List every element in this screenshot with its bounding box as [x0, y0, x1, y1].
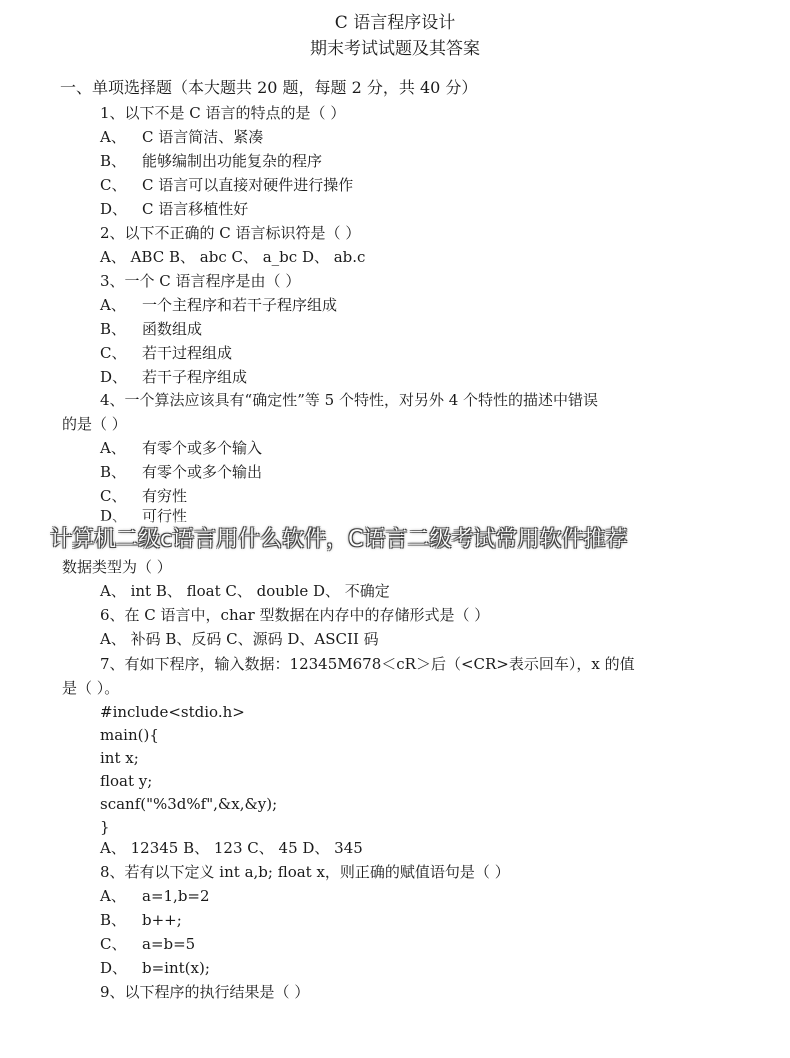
document-subtitle: 期末考试试题及其答案: [310, 39, 480, 59]
question-1-option-b: B、 能够编制出功能复杂的程序: [100, 152, 323, 170]
question-1-stem: 1、以下不是 C 语言的特点的是（ ）: [100, 104, 346, 122]
question-1-option-c: C、 C 语言可以直接对硬件进行操作: [100, 176, 354, 194]
question-8-stem: 8、若有以下定义 int a,b; float x，则正确的赋值语句是（ ）: [100, 863, 510, 881]
question-1-option-d: D、 C 语言移植性好: [100, 200, 249, 218]
question-6-stem: 6、在 C 语言中，char 型数据在内存中的存储形式是（ ）: [100, 606, 490, 624]
section-heading: 一、单项选择题（本大题共 20 题，每题 2 分，共 40 分）: [60, 78, 478, 97]
code-line: }: [100, 818, 110, 836]
code-line: float y;: [100, 772, 153, 790]
question-8-option-c: C、 a=b=5: [100, 935, 196, 953]
code-line: scanf("%3d%f",&x,&y);: [100, 795, 278, 813]
question-4-stem: 4、一个算法应该具有“确定性”等 5 个特性，对另外 4 个特性的描述中错误: [100, 391, 599, 409]
question-8-option-a: A、 a=1,b=2: [100, 887, 210, 905]
code-line: #include<stdio.h>: [100, 703, 245, 721]
question-4-option-d: D、 可行性: [100, 507, 188, 525]
question-9-stem: 9、以下程序的执行结果是（ ）: [100, 983, 310, 1001]
question-3-option-d: D、 若干子程序组成: [100, 368, 248, 386]
code-line: main(){: [100, 726, 159, 744]
question-4-option-a: A、 有零个或多个输入: [100, 439, 263, 457]
question-2-stem: 2、以下不正确的 C 语言标识符是（ ）: [100, 224, 361, 242]
question-3-option-a: A、 一个主程序和若干子程序组成: [100, 296, 338, 314]
question-3-option-c: C、 若干过程组成: [100, 344, 233, 362]
question-1-option-a: A、 C 语言简洁、紧凑: [100, 128, 264, 146]
question-7-stem-continued: 是（ ）。: [62, 679, 120, 697]
question-7-options: A、 12345 B、 123 C、 45 D、 345: [100, 839, 363, 857]
question-8-option-d: D、 b=int(x);: [100, 959, 210, 977]
question-5-options: A、 int B、 float C、 double D、 不确定: [100, 582, 390, 600]
question-7-stem: 7、有如下程序，输入数据：12345M678＜cR＞后（<CR>表示回车），x 的值: [100, 655, 635, 673]
question-2-options: A、 ABC B、 abc C、 a_bc D、 ab.c: [100, 248, 366, 266]
question-6-options: A、 补码 B、反码 C、源码 D、ASCII 码: [100, 630, 379, 648]
question-4-stem-continued: 的是（ ）: [62, 415, 127, 433]
question-8-option-b: B、 b++;: [100, 911, 182, 929]
code-line: int x;: [100, 749, 139, 767]
question-4-option-b: B、 有零个或多个输出: [100, 463, 263, 481]
question-5-stem-continued: 数据类型为（ ）: [62, 558, 172, 576]
document-title: C 语言程序设计: [334, 13, 456, 33]
caption-text: 计算机二级c语言用什么软件，C语言二级考试常用软件推荐: [50, 527, 628, 552]
question-3-stem: 3、一个 C 语言程序是由（ ）: [100, 272, 301, 290]
question-4-option-c: C、 有穷性: [100, 487, 188, 505]
question-3-option-b: B、 函数组成: [100, 320, 203, 338]
